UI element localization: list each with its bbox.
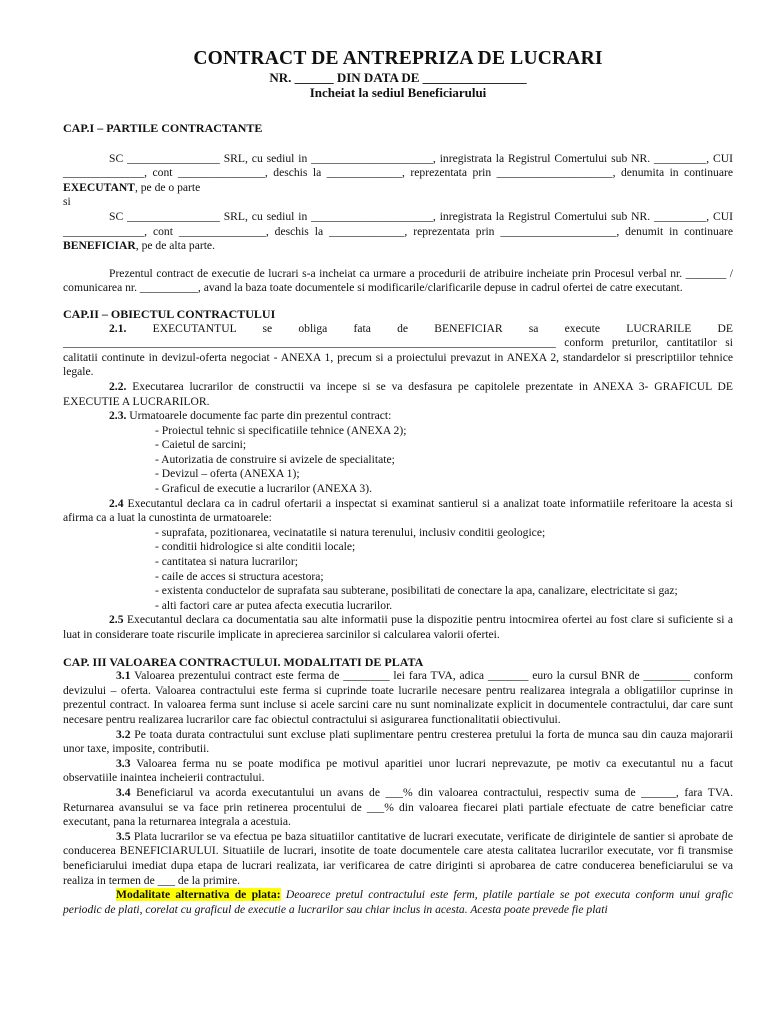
document-title: CONTRACT DE ANTREPRIZA DE LUCRARI <box>193 48 603 69</box>
clause-3-2: 3.2 Pe toata durata contractului sunt excluse plati suplimentare pentru cresterea pretului la forta de munca sau din cauza majorarii unor taxe, imposite, contributii. <box>63 727 733 756</box>
list-item: - caile de acces si structura acestora; <box>155 569 324 583</box>
clause-2-2: 2.2. Executarea lucrarilor de constructii va incepe si se va desfasura pe capitolele prezentate in ANEXA 3- GRAFICUL DE EXECUTIE A LUCRARILOR. <box>63 379 733 408</box>
section-heading-cap2: CAP.II – OBIECTUL CONTRACTULUI <box>63 306 276 321</box>
beneficiar-label: BENEFICIAR <box>63 239 136 253</box>
clause-2-4: 2.4 Executantul declara ca in cadrul ofertarii a inspectat si examinat santierul si a analizat toate informatiile referitoare la acesta si afirma ca a luat la cunostinta de urmatoarele: <box>63 496 733 525</box>
party-beneficiar-paragraph: SC ________________ SRL, cu sediul in _____________________, inregistrata la Registrul Comertului sub NR. _________, CUI ______________, cont _______________, deschis la _____________, reprezentata prin ____________________, denumit in continuare BENEFICIAR, pe de alta parte. <box>63 209 733 253</box>
list-item: - existenta conductelor de suprafata sau subterane, posibilitati de conectare la apa, canalizare, electricitate si gaz; <box>155 584 678 598</box>
list-item: - alti factori care ar putea afecta executia lucrarilor. <box>155 598 393 612</box>
list-item: - Graficul de executie a lucrarilor (ANEXA 3). <box>155 482 372 496</box>
section-heading-cap3: CAP. III VALOAREA CONTRACTULUI. MODALITATI DE PLATA <box>63 654 424 669</box>
clause-3-4: 3.4 Beneficiarul va acorda executantului un avans de ___% din valoarea contractului, respectiv suma de ______, fara TVA. Returnarea avansului se va face prin retinerea procentului de ___% din valoarea fiecarei plati partiale efectuate de catre beneficiar catre executant, pana la returnarea integrala a acestuia. <box>63 785 733 829</box>
list-item: - Devizul – oferta (ANEXA 1); <box>155 467 300 481</box>
highlighted-label: Modalitate alternativa de plata: <box>116 888 281 902</box>
executant-label: EXECUTANT <box>63 180 135 194</box>
contract-number-line: NR. ______ DIN DATA DE ________________ <box>269 70 527 85</box>
list-item: - cantitatea si natura lucrarilor; <box>155 555 298 569</box>
clause-2-3: 2.3. Urmatoarele documente fac parte din prezentul contract: <box>109 409 392 423</box>
procedure-paragraph: Prezentul contract de executie de lucrari s-a incheiat ca urmare a procedurii de atribuire incheiate prin Procesul verbal nr. _______ / comunicarea nr. __________, avand la baza toate documentele si modificarile/clarificarile depuse in cadrul ofertei de catre executant. <box>63 266 733 295</box>
clause-3-3: 3.3 Valoarea ferma nu se poate modifica pe motivul aparitiei unor lucrari neprevazute, pe motiv ca executantul nu a facut observatiile inaintea incheierii contractului. <box>63 756 733 785</box>
clause-3-5: 3.5 Plata lucrarilor se va efectua pe baza situatiilor cantitative de lucrari executate, verificate de dirigintele de santier si aprobate de conducerea BENEFICIARULUI. Situatiile de lucrari, insotite de toate documentele care atesta calitatea lucrarilor executate, vor fi transmise beneficiarului imediat dupa etapa de lucrari realizata, iar verificarea de catre diriginti si aprobarea de catre conducerea beneficiarului se va realiza in termen de ___ de la primire. <box>63 829 733 887</box>
list-item: - suprafata, pozitionarea, vecinatatile si natura terenului, inclusiv conditii geologice; <box>155 525 546 539</box>
list-item: - Proiectul tehnic si specificatiile tehnice (ANEXA 2); <box>155 423 407 437</box>
clause-2-5: 2.5 Executantul declara ca documentatia sau alte informatii puse la dispozitie pentru intocmirea ofertei au fost clare si suficiente si a luat in considerare toate riscurile implicate in aprecierea sarcinilor si calcularea valorii ofertei. <box>63 613 733 641</box>
party-executant-paragraph: SC ________________ SRL, cu sediul in _____________________, inregistrata la Registrul Comertului sub NR. _________, CUI ______________, cont _______________, deschis la _____________, reprezentata prin ____________________, denumita in continuare EXECUTANT, pe de o parte <box>63 151 733 194</box>
clause-2-1: 2.1. EXECUTANTUL se obliga fata de BENEFICIAR sa execute LUCRARILE DE _____________________________________________________________________________________ conform preturilor, cantitatilor si calitatii continute in devizul-oferta negociat - ANEXA 1, precum si a proiectului prevazut in ANEXA 2, standardelor si prescriptiilor tehnice legale. <box>63 321 733 379</box>
section-heading-cap1: CAP.I – PARTILE CONTRACTANTE <box>63 121 263 135</box>
list-item: - Caietul de sarcini; <box>155 438 247 452</box>
list-item: - Autorizatia de construire si avizele de specialitate; <box>155 452 395 466</box>
list-item: - conditii hidrologice si alte conditii locale; <box>155 540 356 554</box>
alternative-payment-paragraph: Modalitate alternativa de plata: Deoarece pretul contractului este ferm, platile partiale se pot executa conform unui grafic periodic de plati, corelat cu graficul de executie a lucrarilor sau chiar inclus in acesta. Acesta poate prevede fie plati <box>63 888 733 916</box>
clause-3-1: 3.1 Valoarea prezentului contract este ferma de ________ lei fara TVA, adica _______ euro la cursul BNR de ________ conform devizului – oferta. Valoarea contractului este ferma si cuprinde toate lucrarile necesare pentru realizarea integrala a obligatiilor cuprinse in prezentul contract. In valoarea ferma sunt incluse si acele sarcini care nu sunt nominalizate explicit in documentele contractului, dar care sunt necesare pentru realizarea lucrarilor care fac obiectul contractului si asigurarea functionalitatii obiectivului. <box>63 669 733 726</box>
contract-page <box>63 48 733 917</box>
signing-location: Incheiat la sediul Beneficiarului <box>309 85 487 100</box>
conjunction-si: si <box>63 195 71 209</box>
